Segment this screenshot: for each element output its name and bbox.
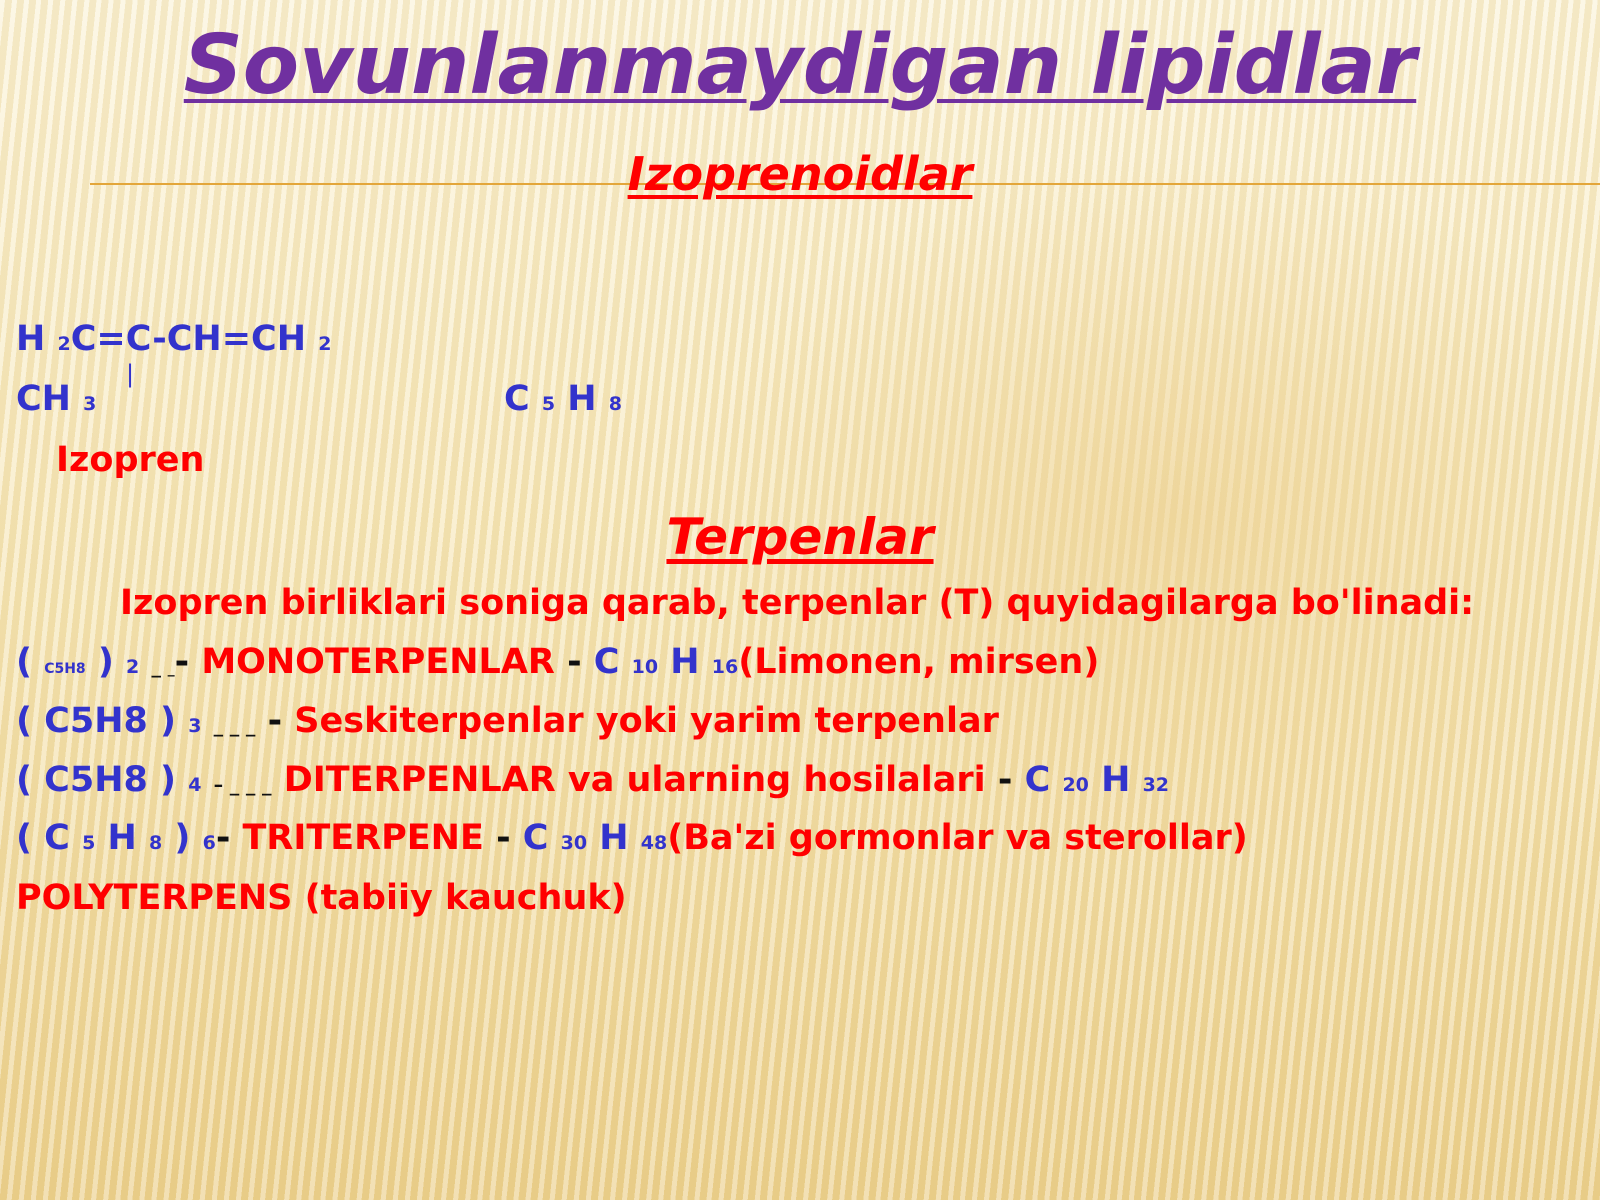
isoprene-formula-line <box>16 319 332 359</box>
slide-title: Sovunlanmaydigan lipidlar <box>183 18 1417 113</box>
methyl-branch-line <box>16 379 97 419</box>
formula-subscript: 2 <box>57 333 71 355</box>
formula-subscript: 10 <box>631 656 659 678</box>
formula-subscript: 5 <box>82 832 96 854</box>
examples-note: (Limonen, mirsen) <box>738 642 1100 682</box>
paren-close: ) <box>97 642 114 682</box>
row-monoterpenes <box>16 642 1100 682</box>
section-subtitle: Izoprenoidlar <box>627 147 973 201</box>
formula-part: C <box>504 379 530 419</box>
formula-subscript: 3 <box>83 393 97 415</box>
branch-bond: | <box>126 360 135 388</box>
formula-part: C=C-CH=CH <box>70 319 307 359</box>
separator: - <box>997 760 1013 800</box>
row-polyterpenes: POLYTERPENS (tabiiy kauchuk) <box>16 878 627 918</box>
formula-subscript: 8 <box>148 832 163 854</box>
classification-intro: Izopren birliklari soniga qarab, terpenlar (T) quyidagilarga bo'linadi: <box>120 583 1475 623</box>
separator: - <box>267 701 283 741</box>
unit-count: 4 <box>188 774 202 796</box>
row-diterpenes <box>16 760 1170 800</box>
examples-note: (Ba'zi gormonlar va sterollar) <box>667 818 1248 858</box>
isoprene-name: Izopren <box>56 440 205 480</box>
formula-subscript: 16 <box>711 656 739 678</box>
formula-part: C <box>522 818 549 858</box>
formula-part: H <box>16 319 46 359</box>
isoprene-unit: C5H8 <box>44 661 86 677</box>
row-sesquiterpenes <box>16 701 999 741</box>
formula-part: H <box>567 379 597 419</box>
class-name: TRITERPENE <box>242 818 484 858</box>
formula-part: C <box>593 642 620 682</box>
paren-open: ( C <box>16 818 70 858</box>
separator: - <box>496 818 511 858</box>
formula-part: CH <box>16 379 71 419</box>
formula-subscript: 48 <box>640 832 668 854</box>
formula-subscript: 5 <box>541 393 556 415</box>
separator: - <box>215 818 231 858</box>
terpenes-heading: Terpenlar <box>666 508 934 566</box>
dash-mark: – _ _ _ <box>213 774 272 796</box>
formula-subscript: 8 <box>608 393 623 415</box>
formula-subscript: 2 <box>318 333 332 355</box>
class-name: Seskiterpenlar yoki yarim terpenlar <box>294 701 999 741</box>
dash-mark: _ _ _ <box>213 715 256 737</box>
formula-part: H <box>670 642 700 682</box>
dash-mark: _ <box>151 656 168 678</box>
dash-mark: _ <box>167 661 175 677</box>
paren-open: ( <box>16 642 32 682</box>
unit-count: 3 <box>188 715 202 737</box>
formula-subscript: 32 <box>1142 774 1170 796</box>
formula-part: H <box>599 818 629 858</box>
class-name: DITERPENLAR va ularning hosilalari <box>283 760 986 800</box>
formula-subscript: 30 <box>560 832 588 854</box>
separator: - <box>567 642 582 682</box>
formula-part: H <box>107 818 137 858</box>
isoprene-unit: ( C5H8 ) <box>16 701 177 741</box>
molecular-formula <box>504 379 623 419</box>
formula-part: H <box>1101 760 1131 800</box>
isoprene-unit: ( C5H8 ) <box>16 760 177 800</box>
unit-count: 2 <box>126 656 140 678</box>
separator: - <box>174 642 190 682</box>
class-name: MONOTERPENLAR <box>201 642 555 682</box>
formula-part: C <box>1024 760 1051 800</box>
row-triterpenes <box>16 818 1248 858</box>
formula-subscript: 20 <box>1062 774 1089 796</box>
unit-count: 6 <box>202 832 216 854</box>
paren-close: ) <box>174 818 191 858</box>
